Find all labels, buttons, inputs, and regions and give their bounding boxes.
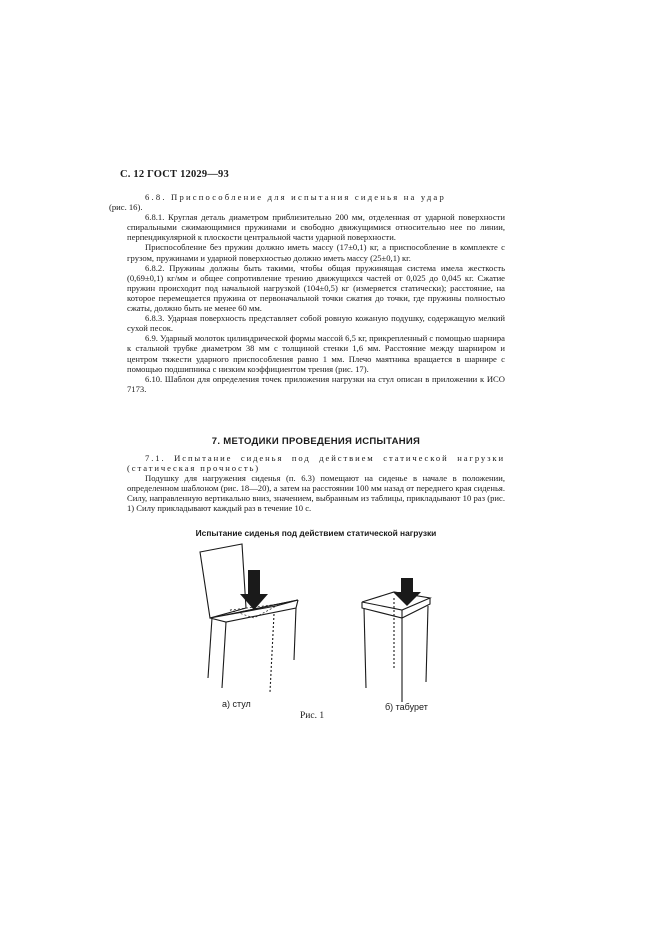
paragraph-6-8 — [109, 192, 505, 213]
paragraph-6-8-3: 6.8.3. Ударная поверхность представляет собой ровную кожаную подушку, содержащую мелкий сухой песок. — [127, 313, 505, 334]
section-title: 7. МЕТОДИКИ ПРОВЕДЕНИЯ ИСПЫТАНИЯ — [211, 436, 421, 447]
paragraph-6-8-2: 6.8.2. Пружины должны быть такими, чтобы общая пружинящая система имела жесткость (0,69±0,1) кг/мм и общее сопротивление трению движущихся частей от 0,025 до 0,045 кг. Сжатие пружин происходит под начальной нагрузкой (104±0,5) кг (измеряется статически); расстояние, на которое перемещается пружина от первоначальной точки сжатия до точки, где пружины полностью сжаты, должно быть не менее 60 мм. — [127, 262, 505, 314]
figure-drawing — [180, 540, 480, 710]
paragraph-6-9: 6.9. Ударный молоток цилиндрической формы массой 6,5 кг, прикрепленный с помощью шарнира к стальной трубке диаметром 38 мм с толщиной стенки 1,6 мм. Расстояние между шарниром и центром тяжести ударного приспособления равно 1 мм. Плечо маятника вращается в шарнире с помощью подшипника с низким коэффициентом трения (рис. 17). — [127, 333, 505, 374]
stool-load-arrow-icon — [393, 578, 421, 606]
stool-drawing — [362, 592, 430, 702]
caption-chair: а) стул — [222, 699, 251, 709]
page-header: С. 12 ГОСТ 12029—93 — [120, 169, 229, 180]
paragraph-6-8-ref: (рис. 16). — [109, 202, 143, 213]
paragraph-6-10: 6.10. Шаблон для определения точек приложения нагрузки на стул описан в приложении к ИСО 7173. — [127, 373, 505, 394]
paragraph-7-1: 7.1. Испытание сиденья под действием статической нагрузки (статическая прочность) — [127, 453, 505, 474]
caption-stool: б) табурет — [385, 702, 428, 712]
paragraph-mass: Приспособление без пружин должно иметь массу (17±0,1) кг, а приспособление в комплекте с грузом, пружинами и ударной поверхностью должно иметь массу (25±0,1) кг. — [127, 242, 505, 263]
section-6-text — [109, 192, 505, 394]
figure-number: Рис. 1 — [300, 711, 325, 721]
figure-title: Испытание сиденья под действием статической нагрузки — [195, 528, 437, 538]
paragraph-6-8-1: 6.8.1. Круглая деталь диаметром приблизительно 200 мм, отделенная от ударной поверхности спиральными сжимающимися пружинами и свободно движущимися относительно нее по линии, перпендикулярной к плоскости центральной части ударной поверхности. — [127, 212, 505, 243]
chair-drawing — [200, 544, 298, 692]
section-7-text — [127, 453, 505, 514]
paragraph-6-8-heading: 6.8. Приспособление для испытания сиденья на удар — [145, 192, 446, 202]
paragraph-7-1-body: Подушку для нагружения сиденья (п. 6.3) помещают на сиденье в начале в положении, определенном шаблоном (рис. 18—20), а затем на расстоянии 100 мм назад от переднего края сиденья. Силу, направленную вертикально вниз, значением, выбранным из таблицы, прикладывают 10 раз (рис. 1) Силу прикладывают каждый раз в течение 10 с. — [127, 473, 505, 514]
